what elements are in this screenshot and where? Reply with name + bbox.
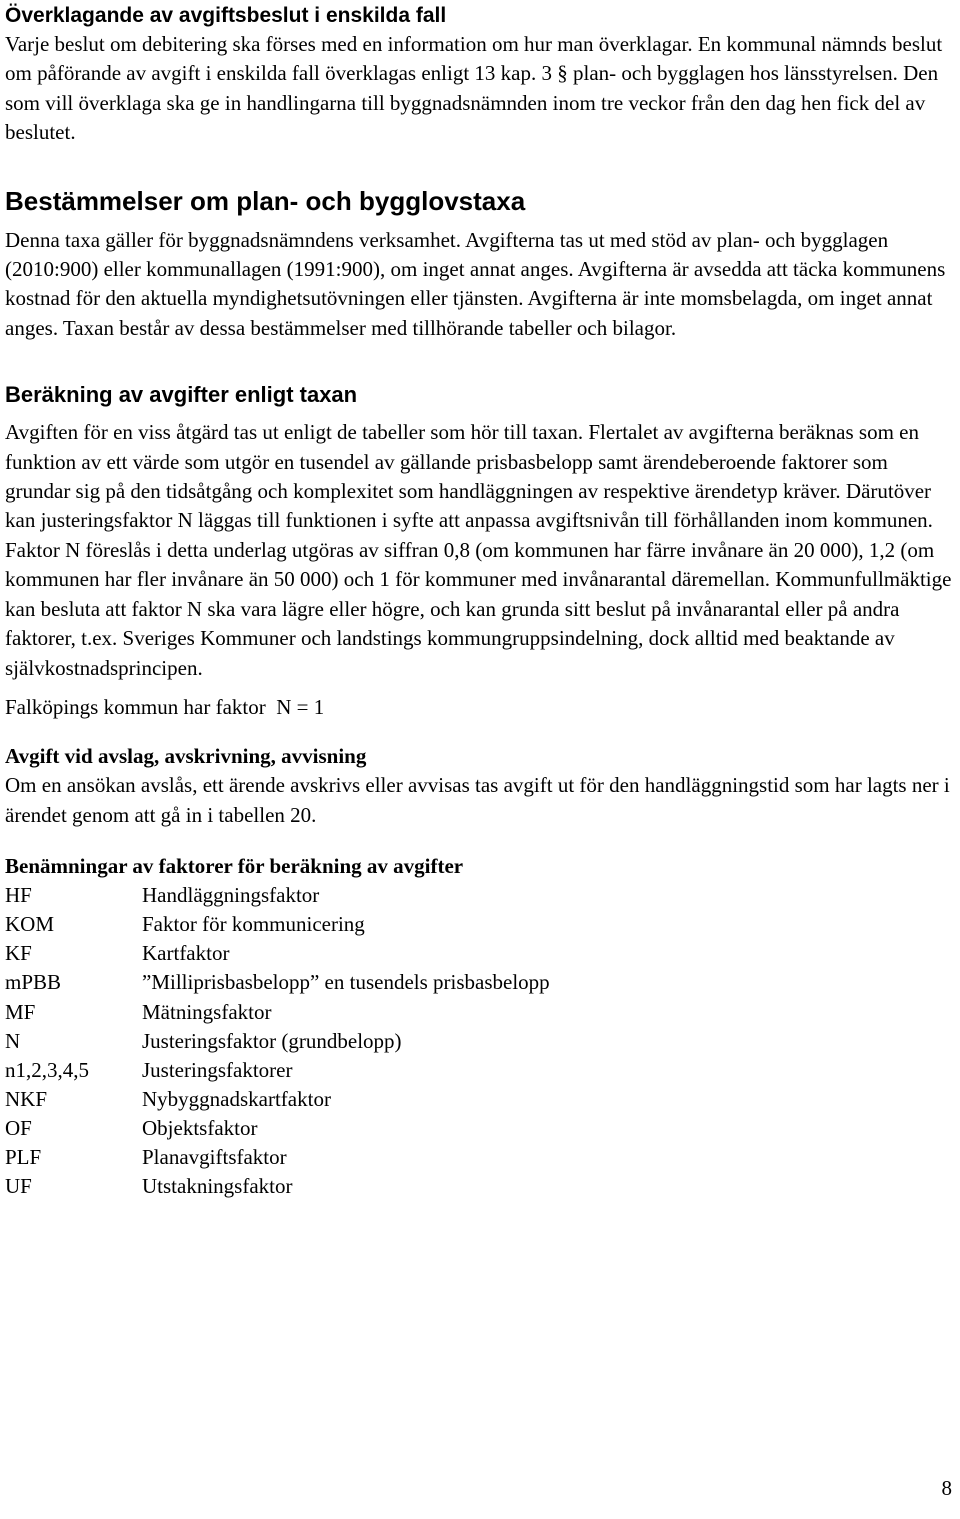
heading-bestammelser: Bestämmelser om plan- och bygglovstaxa	[5, 185, 526, 216]
table-row	[5, 1145, 550, 1174]
document-page	[5, 0, 957, 1203]
factor-code: KF	[5, 941, 32, 966]
table-row	[5, 912, 550, 941]
factor-code: NKF	[5, 1086, 48, 1111]
faktor-line: Falköpings kommun har faktor N = 1	[5, 694, 325, 719]
table-row	[5, 1000, 550, 1029]
factor-desc: ”Milliprisbasbelopp” en tusendels prisbasbelopp	[142, 970, 550, 995]
page-number: 8	[941, 1476, 952, 1500]
factor-table	[5, 883, 550, 1203]
factor-desc: Faktor för kommunicering	[142, 912, 365, 937]
factor-desc: Planavgiftsfaktor	[142, 1144, 287, 1169]
factor-desc: Handläggningsfaktor	[142, 883, 320, 908]
factor-desc: Utstakningsfaktor	[142, 1174, 293, 1199]
paragraph-overklagande: Varje beslut om debitering ska förses med en information om hur man överklagar. En kommunal nämnds beslut om påförande av avgift i enskilda fall överklagas enligt 13 kap. 3 § plan- och bygglagen hos länsstyrelsen. Den som vill överklaga ska ge in handlingarna till byggnadsnämnden inom tre veckor från den dag hen fick del av beslutet.	[5, 32, 943, 145]
table-row	[5, 1174, 550, 1203]
table-row	[5, 883, 550, 912]
factor-desc: Justeringsfaktorer	[142, 1057, 293, 1082]
factor-desc: Mätningsfaktor	[142, 999, 272, 1024]
factor-code: OF	[5, 1115, 32, 1140]
heading-avslag: Avgift vid avslag, avskrivning, avvisning	[5, 744, 367, 769]
factor-desc: Objektsfaktor	[142, 1115, 258, 1140]
paragraph-avslag: Om en ansökan avslås, ett ärende avskrivs eller avvisas tas avgift ut för den handläggningstid som har lagts ner i ärendet genom att gå in i tabellen 20.	[5, 773, 950, 827]
table-row	[5, 970, 550, 999]
heading-overklagande: Överklagande av avgiftsbeslut i enskilda fall	[5, 4, 447, 27]
factor-code: KOM	[5, 912, 55, 937]
factor-code: N	[5, 1028, 21, 1053]
table-row	[5, 1087, 550, 1116]
table-row	[5, 1058, 550, 1087]
factor-code: UF	[5, 1174, 32, 1199]
paragraph-berakning: Avgiften för en viss åtgärd tas ut enligt de tabeller som hör till taxan. Flertalet av avgifterna beräknas som en funktion av ett värde som utgör en tusendel av gällande prisbasbelopp samt ärendeberoende faktorer som grundar sig på den tidsåtgång och komplexitet som handläggningen av respektive ärendetyp kräver. Därutöver kan justeringsfaktor N läggas till funktionen i syfte att anpassa avgiftsnivån till förhållanden inom kommunen. Faktor N föreslås i detta underlag utgöras av siffran 0,8 (om kommunen har färre invånare än 20 000), 1,2 (om kommunen har fler invånare än 50 000) och 1 för kommuner med invånarantal däremellan. Kommunfullmäktige kan besluta att faktor N ska vara lägre eller högre, och kan grunda sitt beslut på invånarantal eller på andra faktorer, t.ex. Sveriges Kommuner och landstings kommungruppsindelning, dock alltid med beaktande av självkostnadsprincipen.	[5, 420, 952, 680]
factor-code: MF	[5, 999, 36, 1024]
table-row	[5, 941, 550, 970]
factor-code: PLF	[5, 1144, 42, 1169]
heading-berakning: Beräkning av avgifter enligt taxan	[5, 382, 358, 408]
table-row	[5, 1116, 550, 1145]
factor-code: n1,2,3,4,5	[5, 1057, 89, 1082]
factor-desc: Justeringsfaktor (grundbelopp)	[142, 1028, 402, 1053]
heading-benamningar: Benämningar av faktorer för beräkning av avgifter	[5, 854, 464, 879]
factor-desc: Nybyggnadskartfaktor	[142, 1086, 331, 1111]
factor-code: HF	[5, 883, 32, 908]
paragraph-bestammelser: Denna taxa gäller för byggnadsnämndens verksamhet. Avgifterna tas ut med stöd av plan- och bygglagen (2010:900) eller kommunallagen (1991:900), om inget annat anges. Avgifterna är avsedda att täcka kommunens kostnad för den aktuella myndighetsutövningen eller tjänsten. Avgifterna är inte momsbelagda, om inget annat anges. Taxan består av dessa bestämmelser med tillhörande tabeller och bilagor.	[5, 227, 946, 340]
factor-code: mPBB	[5, 970, 62, 995]
factor-desc: Kartfaktor	[142, 941, 230, 966]
table-row	[5, 1029, 550, 1058]
